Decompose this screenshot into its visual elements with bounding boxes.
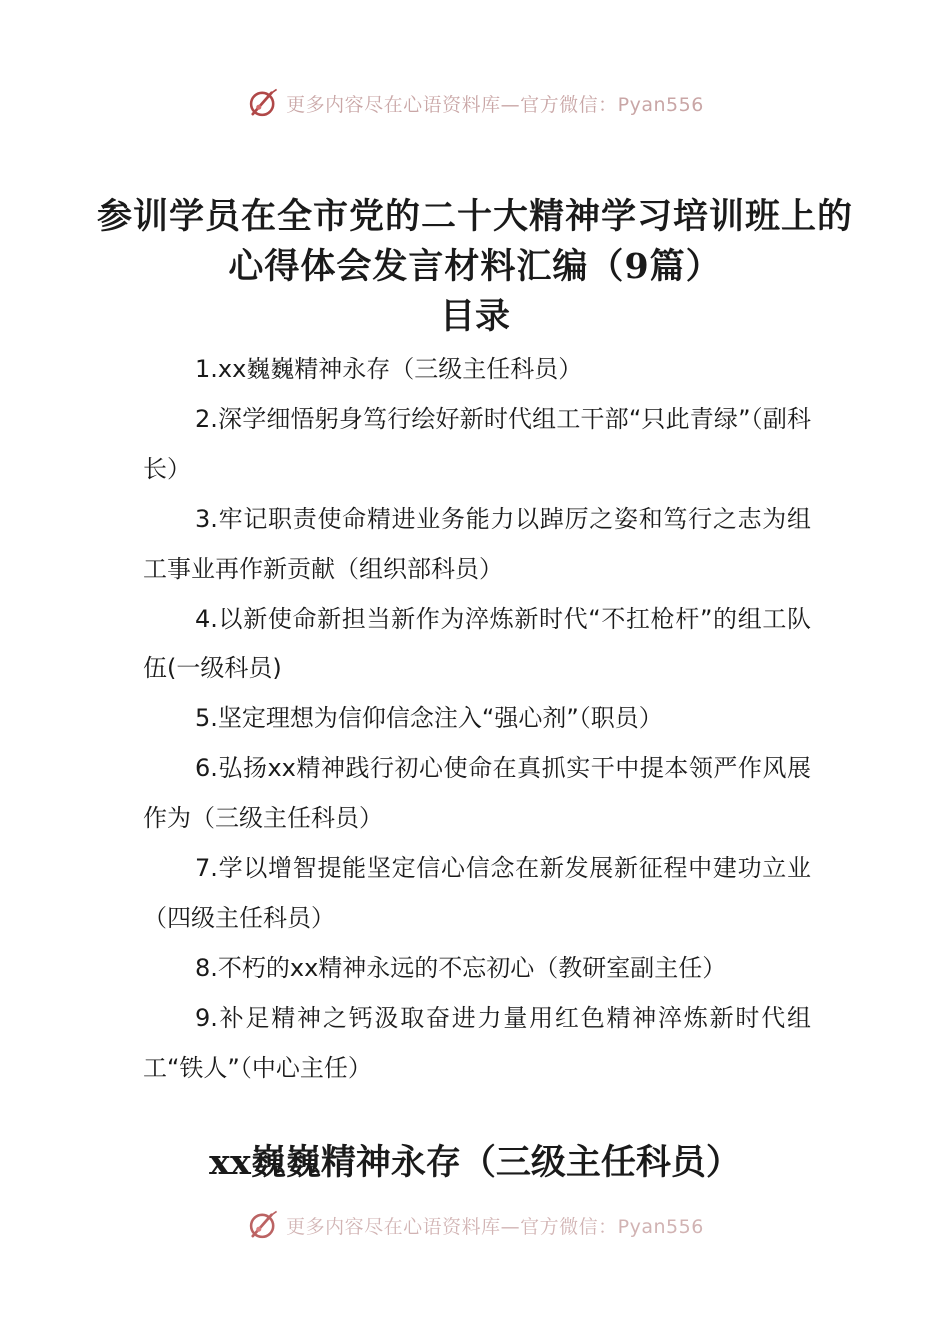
pen-swirl-logo-icon [246,86,280,120]
watermark-text: 更多内容尽在心语资料库—官方微信：Pyan556 [286,93,704,116]
pen-swirl-logo-icon [246,1208,280,1242]
toc-item: 6.弘扬xx精神践行初心使命在真抓实干中提本领严作风展作为（三级主任科员） [143,754,811,833]
toc-item: 5.坚定理想为信仰信念注入“强心剂”（职员） [195,704,663,733]
footer-watermark [0,1208,950,1242]
header-watermark [0,86,950,120]
document-title: 参训学员在全市党的二十大精神学习培训班上的心得体会发言材料汇编（9篇） [96,196,853,287]
section-title: xx巍巍精神永存（三级主任科员） [209,1142,741,1183]
toc-item: 3.牢记职责使命精进业务能力以踔厉之姿和笃行之志为组工事业再作新贡献（组织部科员） [143,504,811,583]
toc-item: 7.学以增智提能坚定信心信念在新发展新征程中建功立业（四级主任科员） [143,854,811,932]
toc-heading: 目录 [439,296,510,337]
toc-item: 4.以新使命新担当新作为淬炼新时代“不扛枪杆”的组工队伍(一级科员) [143,604,811,683]
table-of-contents [143,345,811,1094]
toc-item: 2.深学细悟躬身笃行绘好新时代组工干部“只此青绿”（副科长） [143,404,811,483]
toc-item: 1.xx巍巍精神永存（三级主任科员） [195,355,583,383]
toc-item: 9.补足精神之钙汲取奋进力量用红色精神淬炼新时代组工“铁人”（中心主任） [143,1003,811,1082]
watermark-text: 更多内容尽在心语资料库—官方微信：Pyan556 [286,1215,704,1238]
toc-item: 8.不朽的xx精神永远的不忘初心（教研室副主任） [195,953,727,982]
